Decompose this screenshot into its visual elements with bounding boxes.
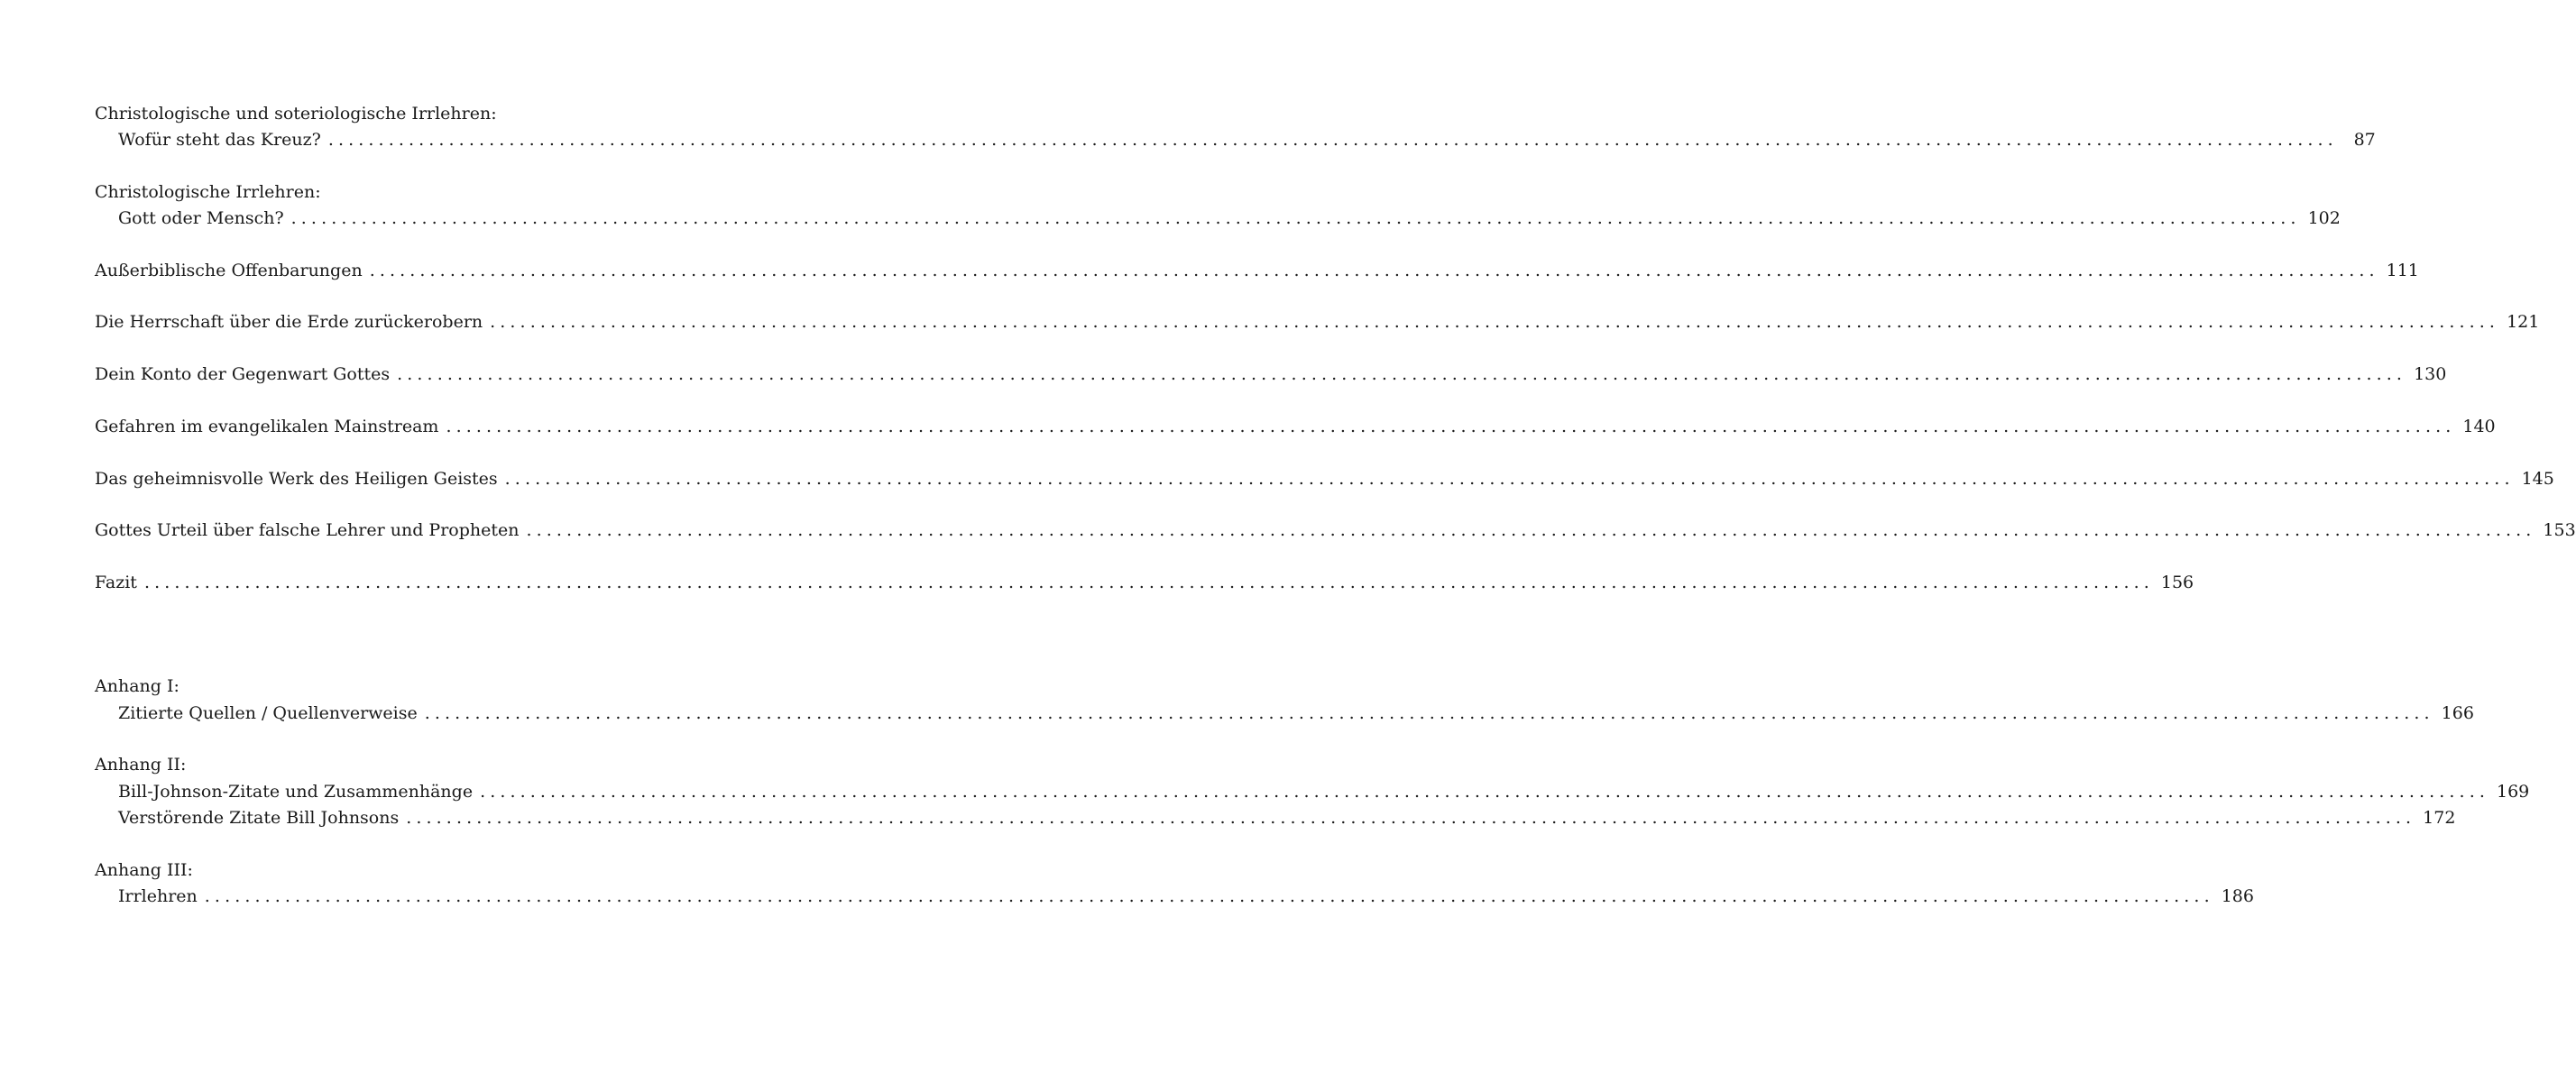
dot-leader: ........................................................................................................................................................................................................ (504, 469, 2515, 489)
toc-entry-title: Irrlehren (118, 886, 198, 906)
toc-page-number: 145 (2521, 469, 2554, 489)
toc-entry-title: Dein Konto der Gegenwart Gottes (95, 364, 391, 384)
toc-entry[interactable] (118, 126, 2376, 153)
toc-entry[interactable] (118, 804, 2456, 831)
toc-page-number: 140 (2462, 417, 2496, 436)
toc-page-number: 186 (2221, 886, 2254, 906)
toc-entry[interactable] (95, 361, 2447, 388)
toc-entry-title: Fazit (95, 573, 137, 592)
toc-entry-title: Wofür steht das Kreuz? (118, 130, 321, 150)
toc-page-number: 87 (2353, 130, 2376, 150)
toc-page-number: 102 (2307, 208, 2341, 228)
dot-leader: ........................................................................................................................................................................................................ (204, 886, 2214, 906)
toc-entry-title: Das geheimnisvolle Werk des Heiligen Geistes (95, 469, 498, 489)
dot-leader: ........................................................................................................................................................................................................ (526, 520, 2536, 540)
toc-entry[interactable] (95, 517, 2576, 544)
toc-page-number: 153 (2543, 520, 2576, 540)
toc-entry-title: Gottes Urteil über falsche Lehrer und Propheten (95, 520, 520, 540)
toc-heading: Christologische Irrlehren: (95, 182, 321, 202)
toc-entry[interactable] (118, 205, 2341, 232)
toc-entry-title: Zitierte Quellen / Quellenverweise (118, 703, 418, 723)
dot-leader: ........................................................................................................................................................................................................ (490, 312, 2500, 332)
dot-leader: ........................................................................................................................................................................................................ (406, 808, 2416, 828)
toc-entry[interactable] (95, 308, 2540, 335)
toc-heading: Christologische und soteriologische Irrlehren: (95, 104, 497, 124)
dot-leader: ........................................................................................................................................................................................................ (480, 782, 2489, 802)
toc-entry-title: Die Herrschaft über die Erde zurückerobern (95, 312, 483, 332)
toc-page-number: 121 (2507, 312, 2540, 332)
toc-entry-title: Gott oder Mensch? (118, 208, 284, 228)
dot-leader: ........................................................................................................................................................................................................ (397, 364, 2407, 384)
toc-entry-title: Außerbiblische Offenbarungen (95, 261, 363, 280)
toc-page-number: 111 (2386, 261, 2419, 280)
toc-page-number: 172 (2423, 808, 2456, 828)
toc-entry[interactable] (95, 569, 2194, 596)
toc-entry[interactable] (95, 257, 2419, 284)
toc-page-number: 166 (2441, 703, 2474, 723)
appendix-heading: Anhang II: (95, 755, 187, 775)
toc-page-number: 130 (2414, 364, 2447, 384)
appendix-heading: Anhang III: (95, 860, 193, 880)
dot-leader: ........................................................................................................................................................................................................ (327, 130, 2338, 150)
toc-entry-title: Bill-Johnson-Zitate und Zusammenhänge (118, 782, 474, 802)
toc-entry[interactable] (95, 465, 2554, 492)
dot-leader: ........................................................................................................................................................................................................ (369, 261, 2379, 280)
toc-page-number: 156 (2160, 573, 2194, 592)
dot-leader: ........................................................................................................................................................................................................ (290, 208, 2301, 228)
dot-leader: ........................................................................................................................................................................................................ (424, 703, 2434, 723)
toc-page-number: 169 (2496, 782, 2530, 802)
toc-entry-title: Verstörende Zitate Bill Johnsons (118, 808, 400, 828)
toc-entry[interactable] (118, 700, 2474, 727)
toc-entry[interactable] (118, 883, 2254, 910)
toc-entry[interactable] (95, 413, 2496, 440)
dot-leader: ........................................................................................................................................................................................................ (143, 573, 2154, 592)
toc-entry-title: Gefahren im evangelikalen Mainstream (95, 417, 439, 436)
dot-leader: ........................................................................................................................................................................................................ (446, 417, 2456, 436)
appendix-heading: Anhang I: (95, 676, 179, 696)
toc-entry[interactable] (118, 778, 2530, 805)
